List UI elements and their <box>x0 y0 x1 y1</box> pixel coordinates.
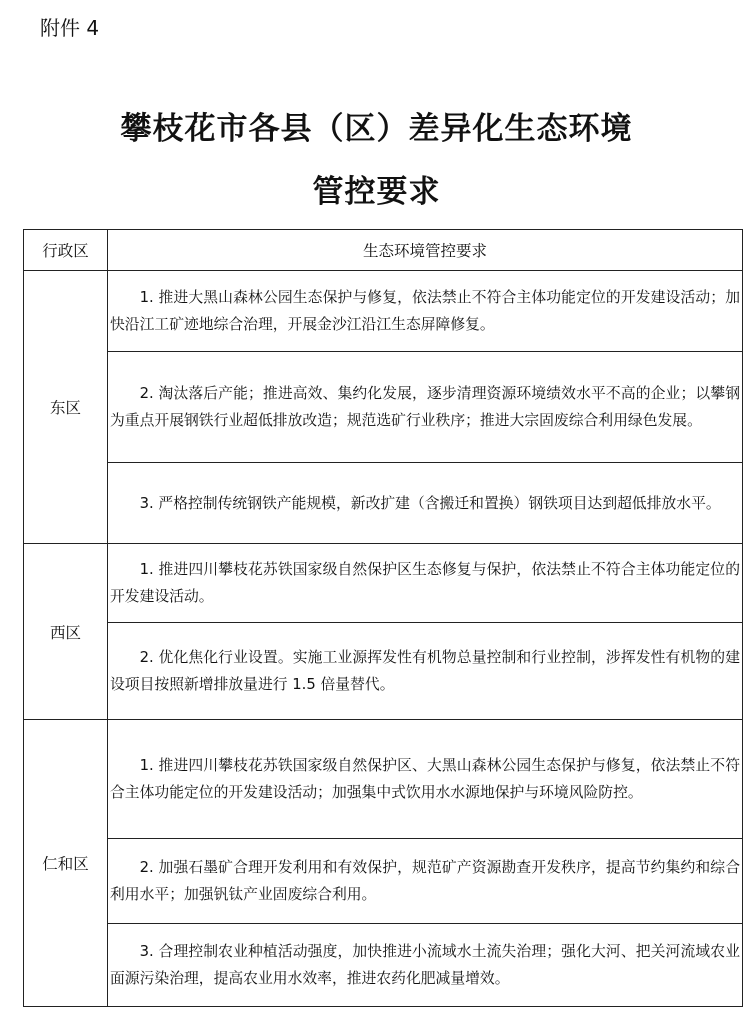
table-row <box>24 839 743 924</box>
table-row <box>24 352 743 463</box>
requirement-item: 1. 推进四川攀枝花苏铁国家级自然保护区生态修复与保护，依法禁止不符合主体功能定位的开发建设活动。 <box>108 544 743 623</box>
table-row <box>24 720 743 839</box>
document-title-line2: 管控要求 <box>312 174 441 210</box>
requirement-item: 1. 推进大黑山森林公园生态保护与修复，依法禁止不符合主体功能定位的开发建设活动；加快沿江工矿迹地综合治理，开展金沙江沿江生态屏障修复。 <box>108 271 743 352</box>
document-title: 攀枝花市各县（区）差异化生态环境 <box>120 111 633 147</box>
requirement-item: 2. 淘汰落后产能；推进高效、集约化发展，逐步清理资源环境绩效水平不高的企业；以攀钢为重点开展钢铁行业超低排放改造；规范选矿行业秩序；推进大宗固废综合利用绿色发展。 <box>108 352 743 463</box>
column-header-requirements: 生态环境管控要求 <box>108 230 743 271</box>
district-xiqu: 西区 <box>24 544 108 720</box>
requirement-item: 3. 合理控制农业种植活动强度，加快推进小流域水土流失治理；强化大河、把关河流域农业面源污染治理，提高农业用水效率，推进农药化肥减量增效。 <box>108 924 743 1007</box>
requirement-item: 2. 优化焦化行业设置。实施工业源挥发性有机物总量控制和行业控制，涉挥发性有机物的建设项目按照新增排放量进行 1.5 倍量替代。 <box>108 623 743 720</box>
requirement-item: 1. 推进四川攀枝花苏铁国家级自然保护区、大黑山森林公园生态保护与修复，依法禁止不符合主体功能定位的开发建设活动；加强集中式饮用水水源地保护与环境风险防控。 <box>108 720 743 839</box>
table-row <box>24 623 743 720</box>
table-row <box>24 271 743 352</box>
requirement-item: 2. 加强石墨矿合理开发利用和有效保护，规范矿产资源勘查开发秩序，提高节约集约和综合利用水平；加强钒钛产业固废综合利用。 <box>108 839 743 924</box>
column-header-district: 行政区 <box>24 230 108 271</box>
requirements-table <box>23 229 743 1007</box>
attachment-label: 附件 4 <box>40 16 100 40</box>
table-row <box>24 924 743 1007</box>
requirement-item: 3. 严格控制传统钢铁产能规模，新改扩建（含搬迁和置换）钢铁项目达到超低排放水平。 <box>108 463 743 544</box>
district-dongqu: 东区 <box>24 271 108 544</box>
table-header-row <box>24 230 743 271</box>
district-renhequ: 仁和区 <box>24 720 108 1007</box>
table-row <box>24 544 743 623</box>
table-row <box>24 463 743 544</box>
